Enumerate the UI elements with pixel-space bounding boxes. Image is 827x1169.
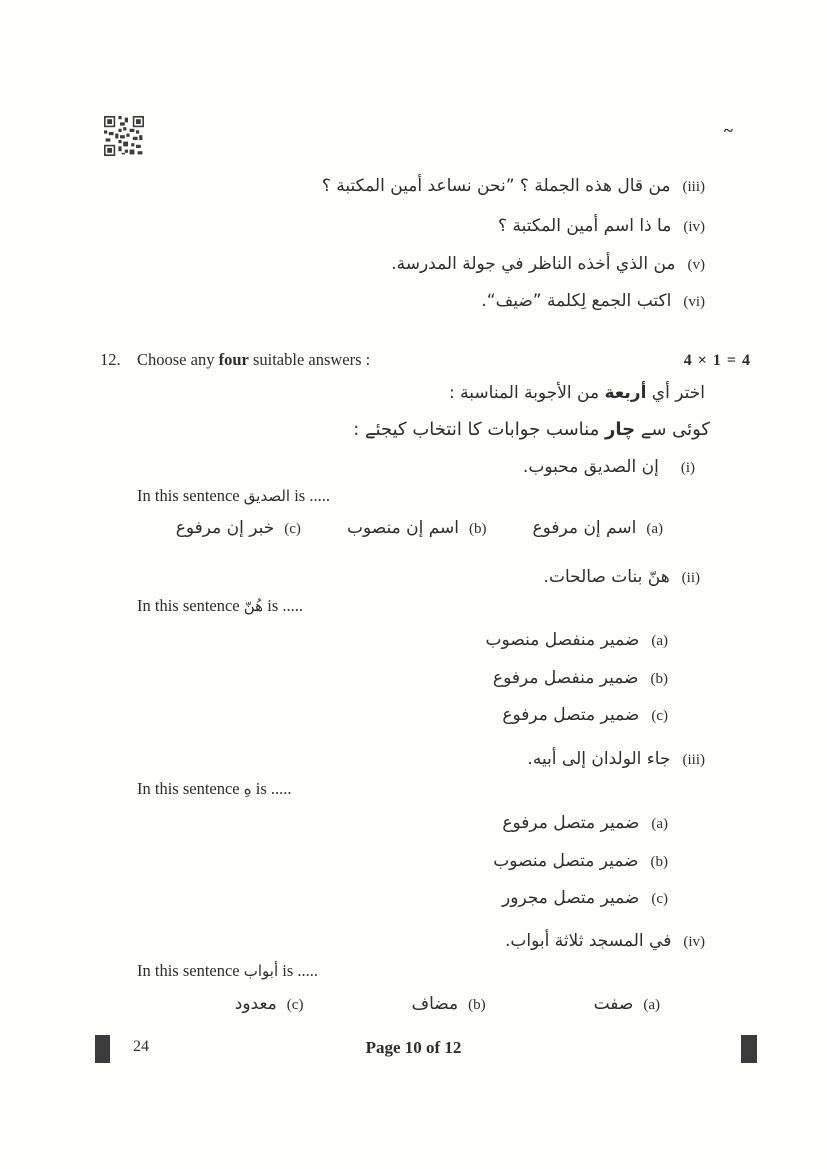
options-row [176, 518, 663, 538]
option-label: (b) [468, 997, 486, 1013]
prompt-bold: four [218, 350, 249, 369]
option [533, 518, 664, 538]
instruction-arabic [449, 383, 705, 403]
question-number: 12. [100, 350, 121, 369]
option [235, 994, 304, 1014]
subq-marker: (iii) [682, 752, 705, 768]
subquestion-sentence [544, 567, 700, 587]
option-text: اسم إن مرفوع [532, 518, 637, 538]
eng-arabic-word: الصديق [243, 487, 291, 505]
item-text: ما ذا اسم أمين المكتبة ؟ [498, 216, 672, 236]
subq-text: إن الصديق محبوب. [522, 457, 659, 477]
subquestion-english [137, 961, 318, 981]
option-text: ضمير متصل مرفوع [502, 813, 640, 833]
subquestion-english [137, 486, 330, 506]
eng-prefix: In this sentence [137, 779, 244, 798]
eng-suffix: is ..... [251, 779, 292, 798]
continuation-item [498, 216, 705, 236]
subq-text: في المسجد ثلاثة أبواب. [504, 931, 672, 951]
options-row [235, 994, 660, 1014]
option-text: ضمير متصل مرفوع [502, 705, 640, 725]
option [486, 630, 668, 668]
eng-arabic-word: أبواب [243, 962, 279, 980]
footer-code: 24 [133, 1038, 149, 1055]
option-text: ضمير منفصل منصوب [485, 630, 640, 650]
item-text: من قال هذه الجملة ؟ ”نحن نساعد أمين المكتبة ؟ [321, 176, 671, 196]
marks-label: 4 × 1 = 4 [683, 352, 751, 369]
question-header [100, 350, 751, 370]
prompt-suffix: suitable answers : [248, 350, 371, 369]
option-label: (a) [651, 816, 668, 832]
option-text: ضمير منفصل مرفوع [492, 667, 639, 688]
eng-suffix: is ..... [263, 596, 303, 615]
item-marker: (vi) [683, 294, 705, 310]
instr-ar-suffix: من الأجوبة المناسبة : [449, 383, 605, 403]
subquestion-english [137, 596, 303, 616]
subq-text: هنّ بنات صالحات. [543, 567, 670, 587]
continuation-item [481, 291, 705, 311]
instr-ur-suffix: مناسب جوابات کا انتخاب کیجئے : [353, 419, 605, 440]
option-text: مضاف [411, 994, 459, 1014]
subq-marker: (iv) [683, 934, 705, 950]
option [493, 813, 668, 851]
option [486, 668, 668, 706]
item-marker: (v) [687, 257, 705, 273]
eng-prefix: In this sentence [137, 596, 244, 615]
option-text: خبر إن مرفوع [175, 518, 275, 538]
subq-marker: (ii) [681, 570, 700, 586]
option [493, 888, 668, 926]
option-text: ضمير متصل مجرور [502, 888, 640, 908]
item-text: من الذي أخذه الناظر في جولة المدرسة. [391, 254, 676, 274]
subq-text: جاء الولدان إلى أبيه. [527, 749, 671, 769]
options-stack [486, 630, 668, 743]
option-label: (a) [646, 521, 663, 537]
subquestion-english [137, 779, 292, 799]
option-label: (b) [650, 853, 668, 870]
subquestion-sentence [505, 931, 705, 951]
eng-prefix: In this sentence [137, 486, 244, 505]
option [347, 518, 487, 538]
eng-arabic-word: هُنّ [243, 597, 264, 615]
option-label: (c) [286, 997, 304, 1013]
instr-ar-bold: أربعة [604, 383, 647, 403]
instruction-urdu [353, 419, 710, 440]
eng-suffix: is ..... [278, 961, 319, 980]
subquestion-sentence [527, 749, 705, 769]
option-text: ضمير متصل منصوب [493, 850, 639, 871]
item-text: اكتب الجمع لِكلمة ”ضيف“. [481, 291, 672, 311]
option-text: معدود [234, 994, 277, 1014]
option-label: (b) [650, 670, 668, 687]
option-label: (c) [651, 891, 668, 907]
footer-right-bar [741, 1035, 757, 1063]
option-text: صفت [593, 994, 634, 1014]
prompt-prefix: Choose any [137, 350, 219, 369]
item-marker: (iii) [682, 179, 705, 195]
page-number-label: Page 10 of 12 [365, 1038, 462, 1057]
option [176, 518, 301, 538]
subq-marker: (i) [680, 460, 695, 476]
options-stack [493, 813, 668, 926]
option-label: (a) [643, 997, 660, 1013]
option [486, 705, 668, 743]
continuation-item [322, 176, 705, 196]
option-label: (c) [651, 708, 668, 724]
option-label: (b) [469, 521, 487, 537]
eng-prefix: In this sentence [137, 961, 244, 980]
continuation-item [391, 254, 705, 274]
option [411, 994, 485, 1014]
option-label: (c) [284, 521, 301, 537]
instr-ar-prefix: اختر أي [646, 383, 705, 403]
qr-code [104, 116, 144, 156]
question-prompt [137, 350, 370, 370]
option-text: اسم إن منصوب [346, 518, 459, 538]
instr-ur-prefix: کوئی سے [635, 419, 710, 440]
subquestion-sentence [523, 457, 695, 477]
option [493, 851, 668, 889]
option [594, 994, 660, 1014]
instr-ur-bold: چار [604, 419, 636, 440]
item-marker: (iv) [683, 219, 705, 235]
eng-suffix: is ..... [290, 486, 330, 505]
tilde-mark: ~ [724, 121, 733, 140]
eng-arabic-word: هِ [243, 780, 252, 798]
option-label: (a) [651, 633, 668, 649]
